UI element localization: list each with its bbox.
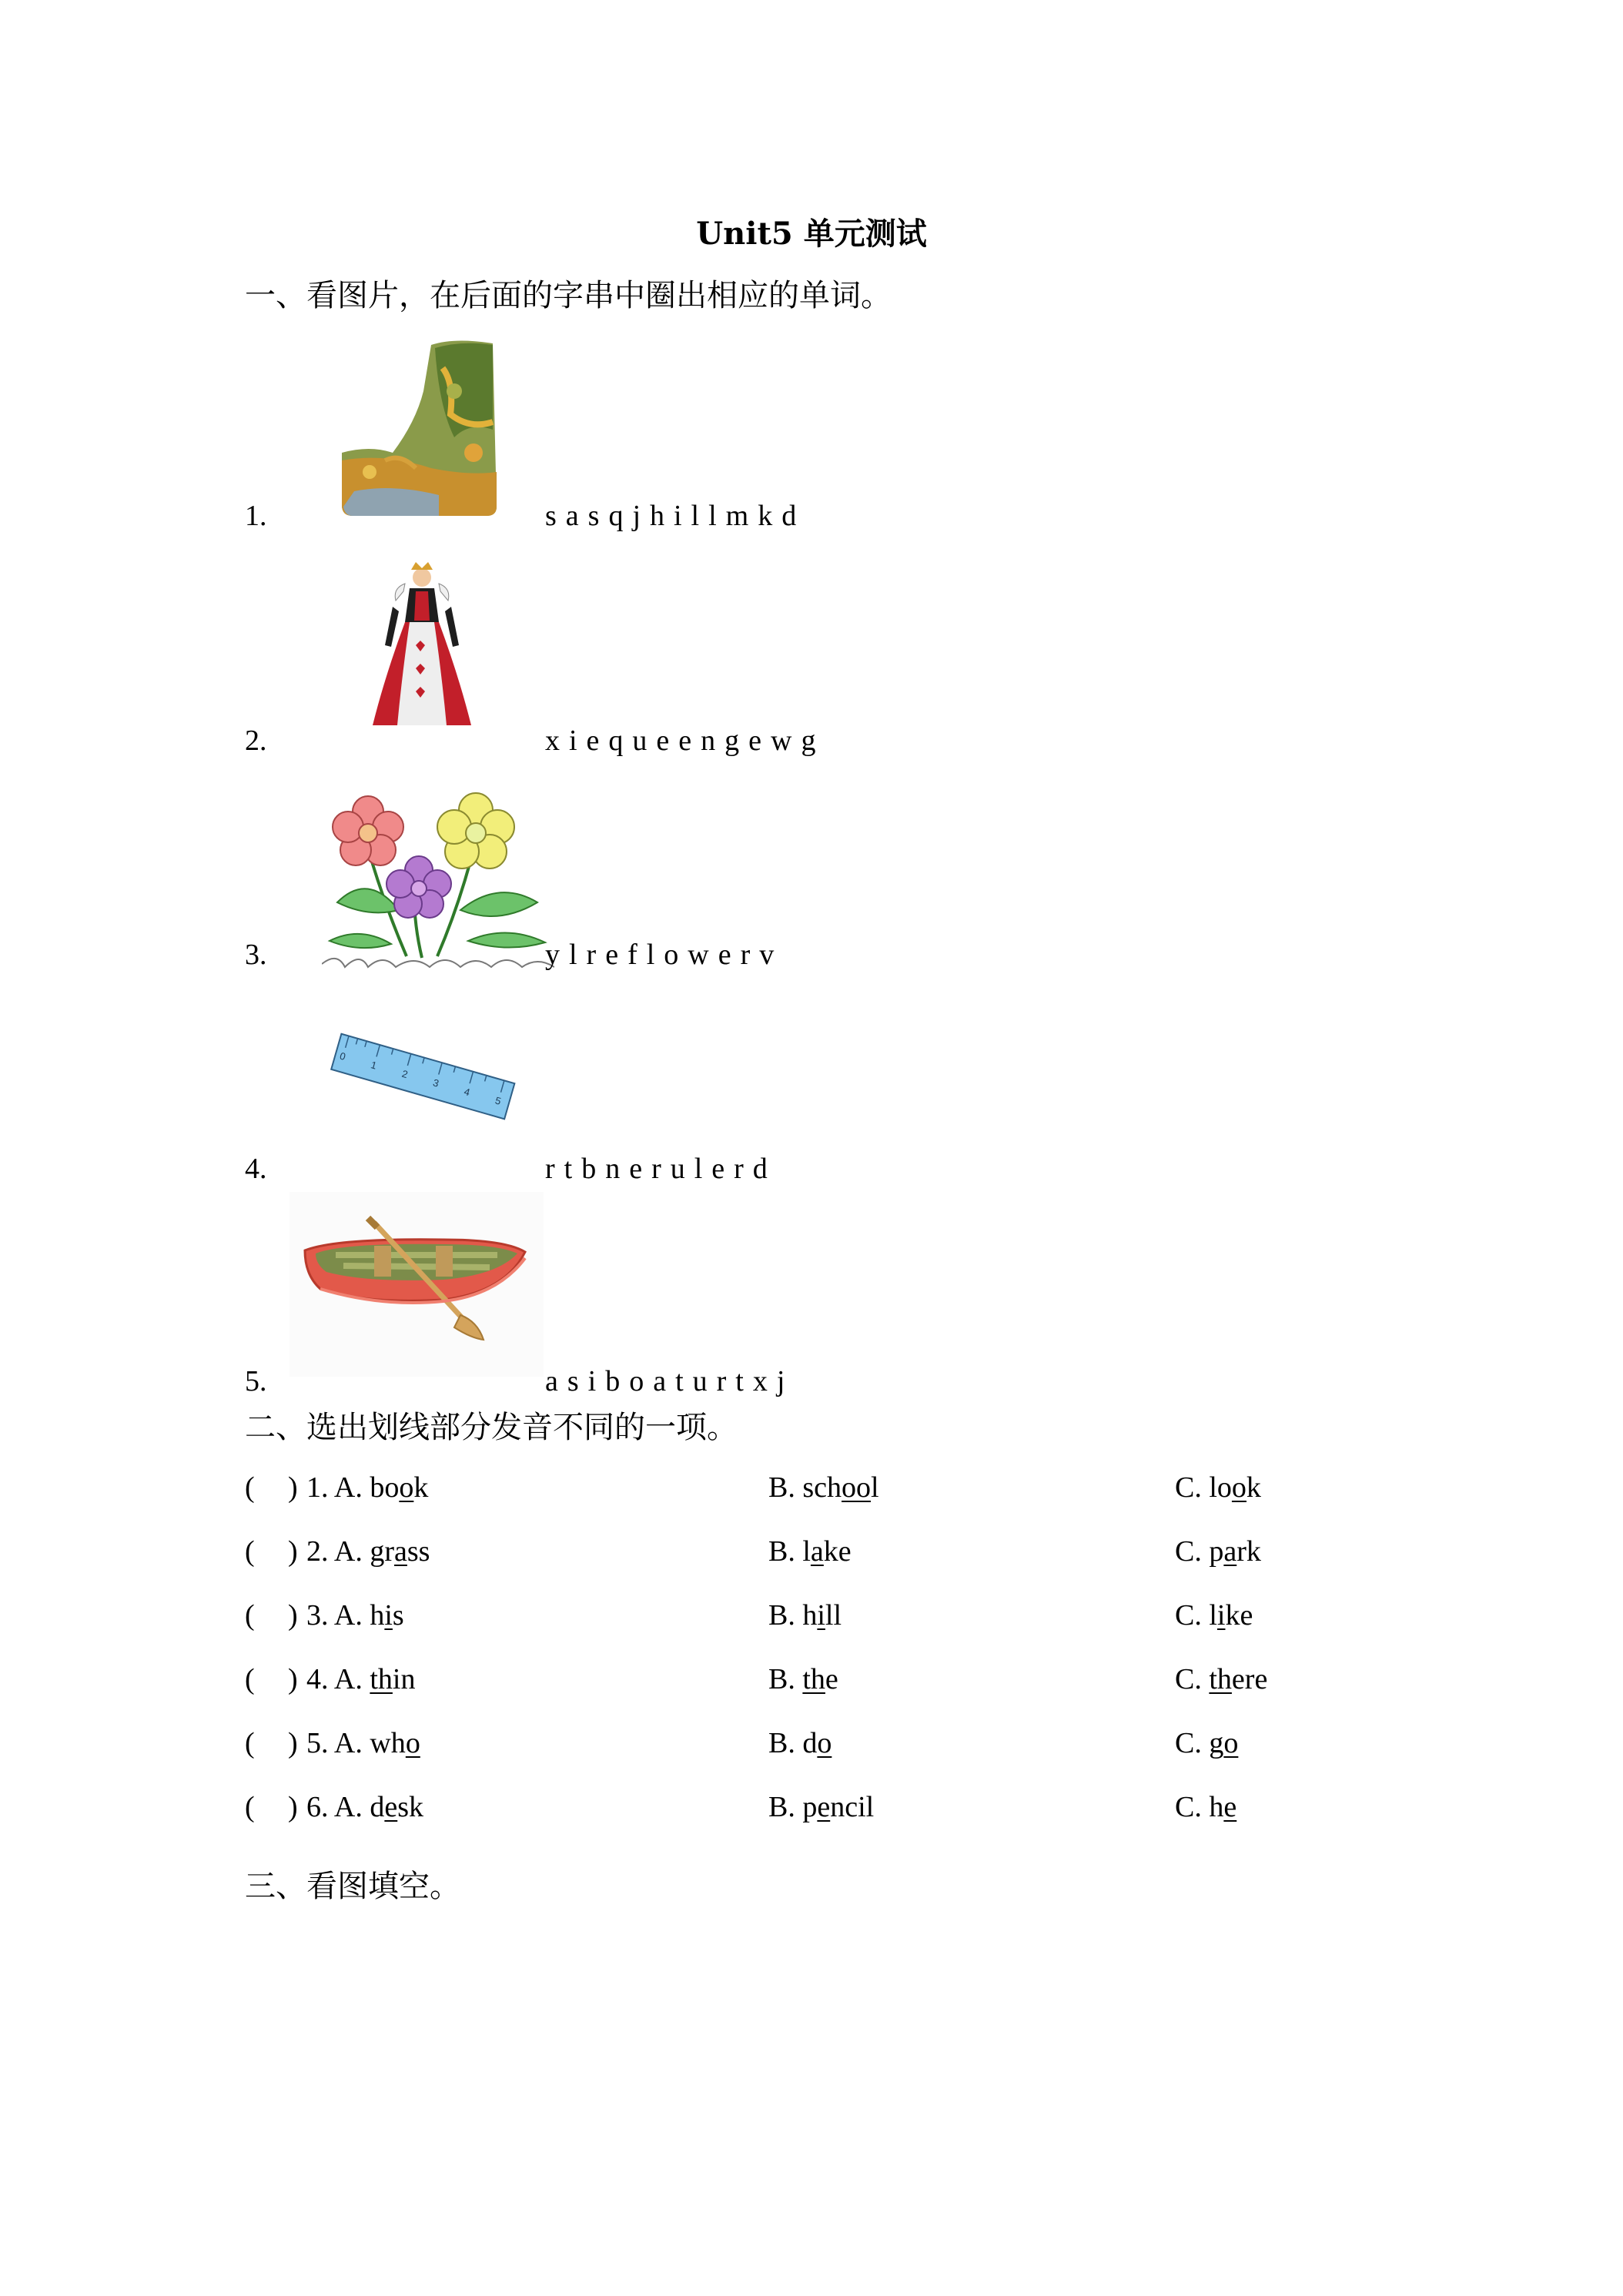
option-b: B. do [768, 1727, 832, 1759]
question-row-5 [245, 1726, 1400, 1769]
item-3-letter-string: ylreflowerv [545, 939, 784, 971]
ruler-mark-5: 5 [494, 1094, 503, 1107]
answer-paren-close: ) [288, 1727, 298, 1759]
answer-paren-open: ( [245, 1599, 255, 1632]
flower-icon [322, 779, 554, 976]
option-c: C. park [1175, 1535, 1261, 1568]
answer-paren-open: ( [245, 1727, 255, 1759]
queen-icon [362, 561, 482, 728]
item-2-number: 2. [245, 725, 267, 757]
option-a: 1. A. book [306, 1471, 429, 1504]
option-b: B. lake [768, 1535, 852, 1568]
answer-paren-close: ) [288, 1791, 298, 1823]
answer-paren-open: ( [245, 1471, 255, 1504]
option-b: B. pencil [768, 1791, 875, 1823]
question-row-1 [245, 1471, 1400, 1514]
answer-paren-open: ( [245, 1535, 255, 1568]
option-a: 2. A. grass [306, 1535, 430, 1568]
section-3-heading: 三、看图填空。 [245, 1869, 460, 1904]
option-c: C. he [1175, 1791, 1237, 1823]
answer-paren-close: ) [288, 1535, 298, 1568]
answer-paren-close: ) [288, 1663, 298, 1695]
item-5-letter-string: asiboaturtxj [545, 1365, 795, 1397]
option-b: B. hill [768, 1599, 842, 1632]
item-1-number: 1. [245, 500, 267, 532]
ruler-mark-4: 4 [463, 1085, 472, 1099]
question-row-2 [245, 1535, 1400, 1578]
item-4-number: 4. [245, 1153, 267, 1185]
item-2-letter-string: xiequeengewg [545, 725, 825, 757]
answer-paren-open: ( [245, 1791, 255, 1823]
item-1-letter-string: sasqjhillmkd [545, 500, 806, 532]
option-a: 3. A. his [306, 1599, 404, 1632]
question-row-6 [245, 1790, 1400, 1833]
boat-icon [289, 1192, 544, 1377]
item-4-letter-string: rtbnerulerd [545, 1153, 777, 1185]
ruler-mark-0: 0 [338, 1049, 347, 1063]
option-c: C. go [1175, 1727, 1239, 1759]
ruler-mark-1: 1 [369, 1059, 379, 1072]
section-2-heading: 二、选出划线部分发音不同的一项。 [245, 1410, 738, 1445]
option-a: 5. A. who [306, 1727, 420, 1759]
ruler-mark-3: 3 [431, 1076, 440, 1089]
section-1-heading: 一、看图片，在后面的字串中圈出相应的单词。 [245, 278, 892, 313]
ruler-mark-2: 2 [400, 1067, 410, 1081]
question-row-3 [245, 1598, 1400, 1642]
answer-paren-close: ) [288, 1471, 298, 1504]
page-title: Unit5 单元测试 [696, 216, 927, 252]
item-3-number: 3. [245, 939, 267, 971]
option-c: C. there [1175, 1663, 1268, 1695]
answer-paren-close: ) [288, 1599, 298, 1632]
item-5-number: 5. [245, 1365, 267, 1397]
option-b: B. the [768, 1663, 838, 1695]
question-row-4 [245, 1662, 1400, 1705]
ruler-icon [326, 1029, 519, 1126]
answer-paren-open: ( [245, 1663, 255, 1695]
hill-icon [339, 337, 500, 519]
option-b: B. school [768, 1471, 879, 1504]
option-a: 6. A. desk [306, 1791, 424, 1823]
option-a: 4. A. thin [306, 1663, 416, 1695]
option-c: C. look [1175, 1471, 1261, 1504]
option-c: C. like [1175, 1599, 1253, 1632]
